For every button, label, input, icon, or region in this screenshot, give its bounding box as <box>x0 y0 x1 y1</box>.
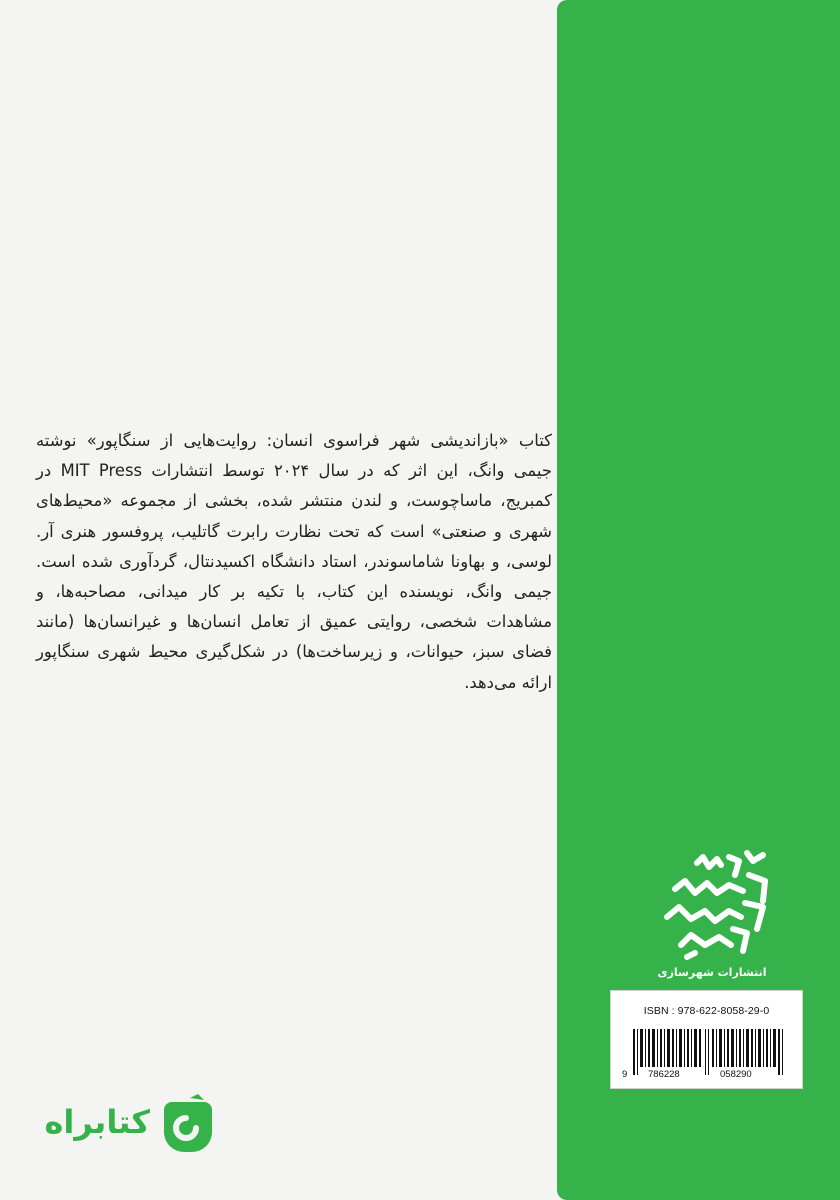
barcode-digit-lead: 9 <box>622 1069 628 1080</box>
barcode-digits-right: 058290 <box>720 1069 752 1080</box>
isbn-number: ISBN : 978-622-8058-29-0 <box>643 1005 770 1017</box>
book-description: کتاب «بازاندیشی شهر فراسوی انسان: روایت‌هایی از سنگاپور» نوشته جیمی وانگ، این اثر که در سال ۲۰۲۴ توسط انتشارات MIT Press در کمبریج، ماساچوست، و لندن منتشر شده، بخشی از مجموعه «محیط‌های شهری و صنعتی» است که تحت نظارت رابرت گاتلیب، پروفسور هنری آر. لوسی، و بهاونا شاماسوندر، استاد دانشگاه اکسیدنتال، گردآوری شده است. جیمی وانگ، نویسنده این کتاب، با تکیه بر کار میدانی، مصاحبه‌ها، و مشاهدات شخصی، روایتی عمیق از تعامل انسان‌ها و غیرانسان‌ها (مانند فضای سبز، حیوانات، و زیرساخت‌ها) در شکل‌گیری محیط شهری سنگاپور ارائه می‌دهد. <box>36 431 552 692</box>
publisher-name: انتشارات شهرسازی <box>657 966 767 979</box>
publisher-logo-icon <box>637 845 787 975</box>
ketabrah-wordmark: کتابراه <box>44 1103 150 1141</box>
barcode-icon <box>619 1029 795 1075</box>
isbn-barcode-box <box>610 990 803 1089</box>
barcode-digits-left: 786228 <box>648 1069 680 1080</box>
